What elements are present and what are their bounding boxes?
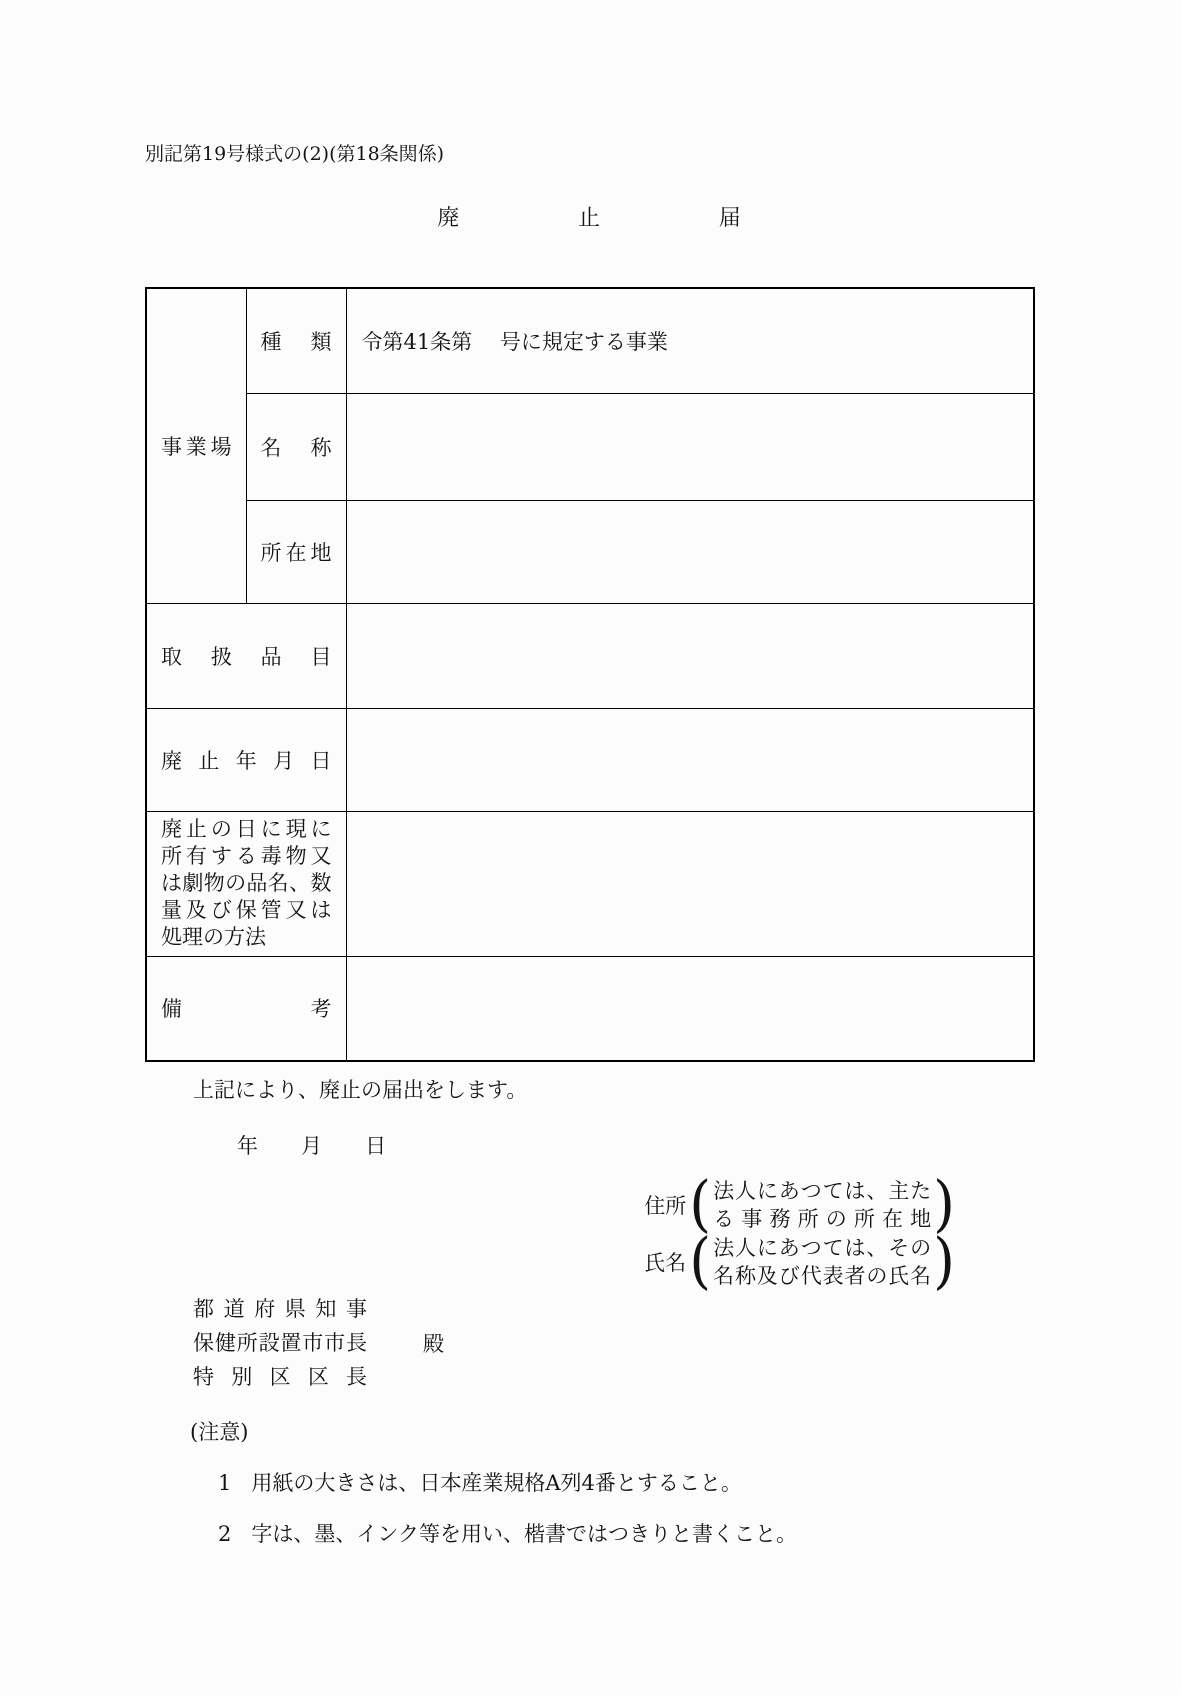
form-title-text: 廃止届 — [437, 206, 860, 231]
honorific-dono: 殿 — [423, 1332, 444, 1356]
cell-type-label: 種類 — [246, 288, 346, 393]
open-bracket: ( — [689, 1226, 712, 1297]
cell-remaining-substances-label — [146, 811, 346, 956]
address-label: 住所 — [644, 1193, 687, 1218]
open-bracket: ( — [689, 1169, 712, 1240]
note-item-2 — [218, 1522, 1033, 1546]
note-text: 字は、墨、インク等を用い、楷書ではつきりと書くこと。 — [251, 1522, 797, 1546]
cell-name-value — [346, 393, 1034, 500]
close-bracket: ) — [933, 1226, 955, 1297]
cell-handled-items-value — [346, 603, 1034, 708]
cell-location-value — [346, 500, 1034, 603]
cell-remaining-substances-value — [346, 811, 1034, 956]
cell-type-value: 令第41条第 号に規定する事業 — [346, 288, 1034, 393]
note-text: 用紙の大きさは、日本産業規格A列4番とすること。 — [251, 1471, 742, 1495]
address-annotation-row — [644, 1169, 955, 1240]
cell-name-label: 名称 — [246, 393, 346, 500]
cell-business-site-label: 事業場 — [146, 288, 246, 603]
name-label: 氏名 — [644, 1250, 687, 1275]
addressee-block — [193, 1292, 1033, 1394]
name-annotation-line2: 名称及び代表者の氏名 — [713, 1263, 932, 1288]
remaining-label-line: 所有する毒物又 — [161, 844, 332, 868]
note-number: 2 — [218, 1522, 232, 1546]
name-annotation-line1: 法人にあつては、その — [713, 1235, 932, 1260]
cell-discontinued-date-label: 廃止年月日 — [146, 708, 346, 811]
cell-remarks-value — [346, 956, 1034, 1061]
form-title — [145, 206, 1033, 231]
name-annotation-lines — [713, 1234, 931, 1290]
cell-discontinued-date-value — [346, 708, 1034, 811]
remaining-label-line: 処理の方法 — [161, 925, 266, 949]
note-number: 1 — [218, 1471, 232, 1495]
remaining-label-line: 廃止の日に現に — [161, 817, 332, 841]
address-annotation-lines — [713, 1177, 931, 1233]
discontinuation-form-table — [145, 287, 1035, 1062]
close-bracket: ) — [933, 1169, 955, 1240]
address-annotation-line2: る事務所の所在地 — [713, 1206, 932, 1231]
remaining-label-line: 量及び保管又は — [161, 898, 332, 922]
addressee-governor: 都道府県知事 — [193, 1297, 367, 1321]
cell-remarks-label: 備考 — [146, 956, 346, 1061]
cell-handled-items-label: 取扱品目 — [146, 603, 346, 708]
addressee-ward-mayor: 特別区区長 — [193, 1365, 367, 1389]
form-number: 別記第19号様式の(2)(第18条関係) — [145, 143, 445, 165]
remaining-label-line: は劇物の品名、数 — [161, 871, 332, 895]
address-annotation-line1: 法人にあつては、主た — [713, 1178, 932, 1203]
addressee-city-mayor: 保健所設置市市長 — [193, 1331, 367, 1355]
date-line-text: 年月日 — [237, 1134, 430, 1158]
note-item-1 — [218, 1471, 1033, 1495]
signature-annotations — [145, 1169, 1033, 1297]
name-annotation-row — [644, 1226, 955, 1297]
notes-heading: (注意) — [190, 1420, 249, 1444]
addressee-lines — [193, 1292, 367, 1394]
date-line — [237, 1134, 1033, 1158]
declaration-text: 上記により、廃止の届出をします。 — [193, 1078, 528, 1102]
cell-location-label: 所在地 — [246, 500, 346, 603]
